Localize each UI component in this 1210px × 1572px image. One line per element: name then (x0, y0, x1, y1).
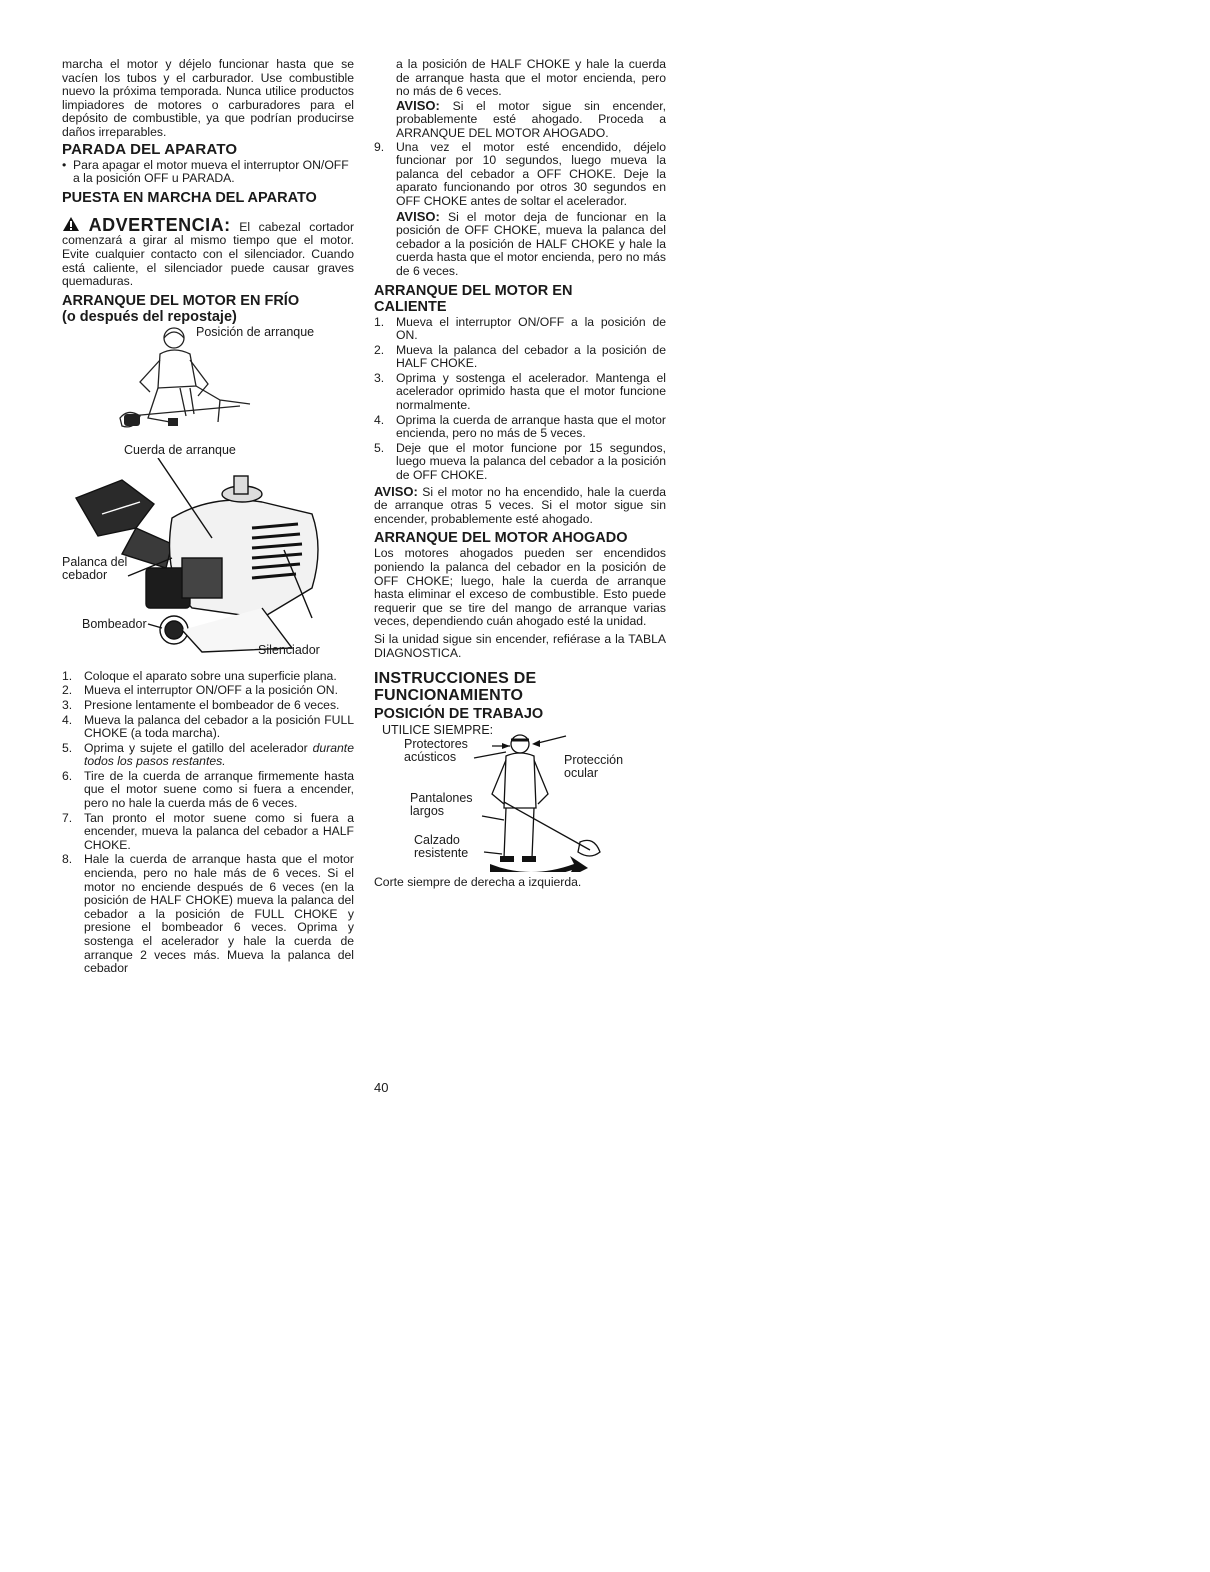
list-item: 5. Deje que el motor funcione por 15 segundos, luego mueva la palanca del cebador a la posición de OFF CHOKE. (374, 440, 666, 483)
list-item: 3. Oprima y sostenga el acelerador. Mantenga el acelerador oprimido hasta que el motor funcione normalmente. (374, 370, 666, 413)
list-item: 2. Mueva la palanca del cebador a la posición de HALF CHOKE. (374, 342, 666, 371)
eye-protection-label: Protección ocular (564, 753, 624, 781)
warm-start-steps (374, 316, 666, 483)
always-use-label: UTILICE SIEMPRE: (382, 723, 494, 738)
warning-text: El cabezal cortador comenzará a girar al mismo tiempo que el motor. Evite cualquier contacto con el silenciador. Cuando está caliente, el silenciador puede causar graves quemaduras. (62, 219, 354, 289)
intro-paragraph: marcha el motor y déjelo funcionar hasta que se vacíen los tubos y el carburador. Use combustible nuevo la próxima temporada. Nunca utilice productos limpiadores de motores o carburadores para el depósito de combustible, ya que podrían producirse daños irreparables. (62, 57, 354, 139)
kneeling-operator-illustration (110, 326, 270, 438)
stop-heading: PARADA DEL APARATO (62, 140, 238, 158)
step-9-list (374, 141, 666, 209)
stop-bullet: • Para apagar el motor mueva el interruptor ON/OFF a la posición OFF u PARADA. (62, 157, 349, 186)
diagnostic-reference: Si la unidad sigue sin encender, refiérase a la TABLA DIAGNOSTICA. (374, 631, 666, 660)
work-position-heading: POSICIÓN DE TRABAJO (374, 706, 544, 723)
list-item: 8. Hale la cuerda de arranque hasta que el motor encienda, pero no hale más de 6 veces. Si el motor no enciende después de 6 veces (en la posición de HALF CHOKE) mueva la palanca del cebador a la posición de FULL CHOKE y presione el bombeador 6 veces. Oprima y sostenga el acelerador y hale la cuerda de arranque 2 veces más. Mueva la palanca del cebador (62, 852, 354, 976)
notice-2: AVISO: Si el motor deja de funcionar en la posición de OFF CHOKE, mueva la palanca del cebador a la posición de HALF CHOKE y hale la cuerda hasta que el motor encienda, pero no más de 6 veces. (396, 208, 666, 278)
engine-figure (62, 444, 354, 666)
starter-rope-label: Cuerda de arranque (124, 442, 236, 457)
list-item: 5. Oprima y sujete el gatillo del acelerador durante todos los pasos restantes. (62, 740, 354, 769)
list-item: 3. Presione lentamente el bombeador de 6 veces. (62, 697, 340, 712)
operator-position-illustration (470, 724, 620, 872)
operating-position-figure (374, 724, 666, 872)
warning-block (62, 216, 354, 289)
left-column (62, 58, 354, 977)
ear-protection-label: Protectores acústicos (404, 737, 468, 765)
right-column (374, 58, 666, 890)
list-item: 1. Mueva el interruptor ON/OFF a la posición de ON. (374, 314, 666, 343)
operating-instructions-heading: INSTRUCCIONES DE FUNCIONAMIENTO (374, 670, 537, 705)
flooded-start-heading: ARRANQUE DEL MOTOR AHOGADO (374, 530, 628, 547)
primer-label: Bombeador (82, 616, 147, 631)
safety-shoes-label: Calzado resistente (414, 833, 469, 861)
list-item: 4. Mueva la palanca del cebador a la posición FULL CHOKE (a toda marcha). (62, 712, 354, 741)
list-item: 1. Coloque el aparato sobre una superficie plana. (62, 668, 337, 683)
page-number: 40 (374, 1080, 389, 1095)
notice-3: AVISO: Si el motor no ha encendido, hale la cuerda de arranque otras 5 veces. Si el motor sigue sin encender, probablemente esté ahogado. (374, 483, 666, 526)
list-item: 4. Oprima la cuerda de arranque hasta que el motor encienda, pero no más de 5 veces. (374, 412, 666, 441)
warning-icon (62, 216, 80, 232)
list-item: 7. Tan pronto el motor suene como si fuera a encender, mueva la palanca del cebador a HALF CHOKE. (62, 810, 354, 852)
muffler-label: Silenciador (258, 642, 320, 657)
cold-start-steps (62, 670, 354, 976)
list-item: 2. Mueva el interruptor ON/OFF a la posición ON. (62, 683, 338, 698)
list-item: 6. Tire de la cuerda de arranque firmemente hasta que el motor suene como si fuera a encender, pero no hale la cuerda más de 6 veces. (62, 768, 354, 811)
notice-1: AVISO: Si el motor sigue sin encender, probablemente esté ahogado. Proceda a ARRANQUE DEL MOTOR AHOGADO. (396, 97, 667, 140)
cold-start-heading: ARRANQUE DEL MOTOR EN FRÍO (o después del repostaje) (62, 292, 300, 325)
cutting-direction-caption: Corte siempre de derecha a izquierda. (374, 875, 582, 890)
long-pants-label: Pantalones largos (410, 791, 473, 819)
start-heading: PUESTA EN MARCHA DEL APARATO (62, 189, 317, 206)
warm-start-heading: ARRANQUE DEL MOTOR EN CALIENTE (374, 282, 573, 315)
starting-position-figure (62, 326, 354, 438)
continued-paragraph: a la posición de HALF CHOKE y hale la cuerda de arranque hasta que el motor encienda, pero no más de 6 veces. (396, 57, 666, 99)
list-item: 9. Una vez el motor esté encendido, déjelo funcionar por 10 segundos, luego mueva la palanca del cebador a OFF CHOKE. Deje la aparato funcionando por otros 30 segundos en OFF CHOKE antes de soltar el acelerador. (374, 139, 666, 208)
starting-position-label: Posición de arranque (196, 324, 315, 339)
flooded-start-text: Los motores ahogados pueden ser encendidos poniendo la palanca del cebador en la posición de OFF CHOKE; luego, hale la cuerda de arranque hasta eliminar el exceso de combustible. Esto puede requerir que se tire del mango de arranque varias veces, dependiendo cuán ahogado esté la unidad. (374, 546, 666, 629)
choke-lever-label: Palanca del cebador (62, 554, 128, 582)
warning-title: ADVERTENCIA: (88, 214, 231, 235)
